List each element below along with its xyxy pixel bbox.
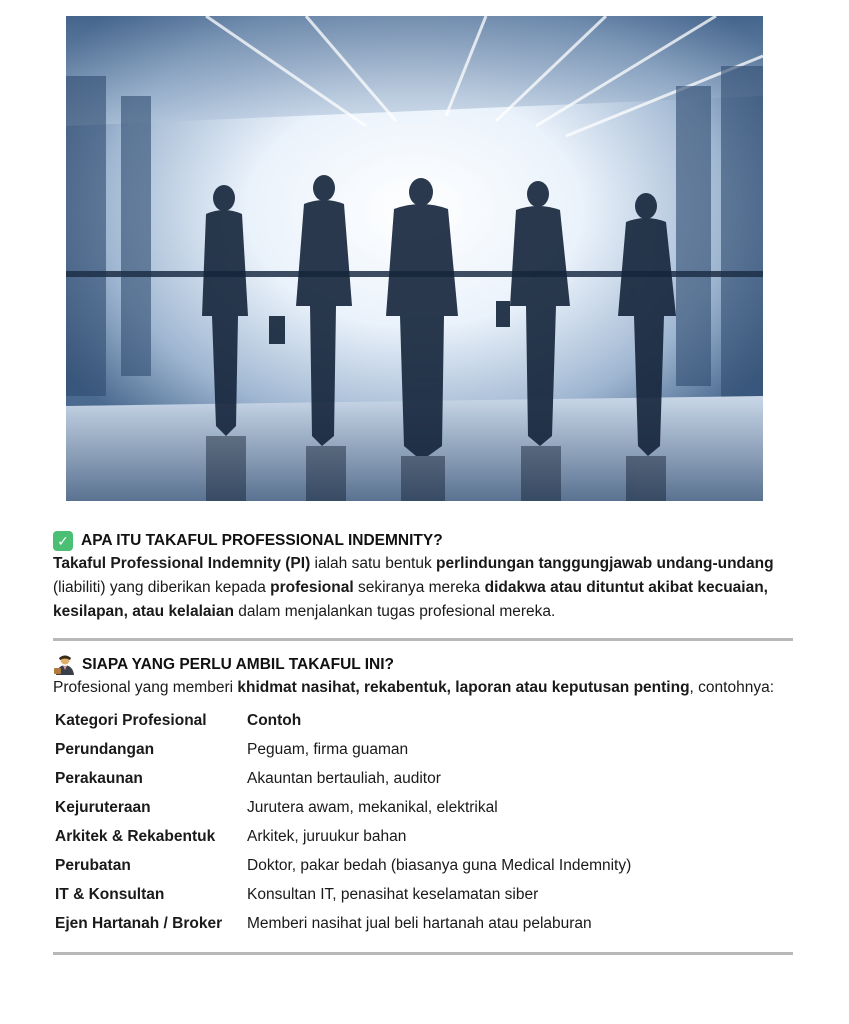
professional-person-icon xyxy=(53,654,75,676)
section-title-what-is-text: APA ITU TAKAFUL PROFESSIONAL INDEMNITY? xyxy=(81,532,443,549)
example-cell: Konsultan IT, penasihat keselamatan siber xyxy=(247,885,539,903)
section-divider xyxy=(53,952,793,955)
term-highlight: perlindungan tanggungjawab undang-undang xyxy=(436,555,774,572)
table-row xyxy=(55,735,631,764)
category-cell: Perakaunan xyxy=(55,769,143,787)
text-span: dalam menjalankan tugas profesional mereka. xyxy=(233,603,556,620)
text-span: Profesional yang memberi xyxy=(53,679,238,696)
table-header-row xyxy=(55,706,631,735)
table-row xyxy=(55,764,631,793)
example-cell: Akauntan bertauliah, auditor xyxy=(247,769,441,787)
article-content xyxy=(53,530,798,968)
section-title-who-needs-text: SIAPA YANG PERLU AMBIL TAKAFUL INI? xyxy=(82,656,395,673)
category-cell: Perundangan xyxy=(55,740,155,758)
table-row xyxy=(55,793,631,822)
section-divider xyxy=(53,638,793,641)
section-title-who-needs xyxy=(53,654,798,676)
table-row xyxy=(55,822,631,851)
category-cell: IT & Konsultan xyxy=(55,885,165,903)
term-highlight: khidmat nasihat, rekabentuk, laporan atau keputusan penting xyxy=(237,679,690,696)
example-cell: Jurutera awam, mekanikal, elektrikal xyxy=(247,798,498,816)
column-header-example: Contoh xyxy=(247,711,302,729)
text-span: ialah satu bentuk xyxy=(310,555,437,572)
text-span: (liabiliti) yang diberikan kepada xyxy=(53,579,271,596)
definition-paragraph xyxy=(53,552,798,624)
text-span: sekiranya mereka xyxy=(353,579,485,596)
table-row xyxy=(55,909,631,938)
section-title-what-is xyxy=(53,530,798,552)
example-cell: Doktor, pakar bedah (biasanya guna Medical Indemnity) xyxy=(247,856,632,874)
column-header-category: Kategori Profesional xyxy=(55,711,207,729)
text-span: , contohnya: xyxy=(689,679,774,696)
category-cell: Perubatan xyxy=(55,856,131,874)
example-cell: Peguam, firma guaman xyxy=(247,740,409,758)
hero-photo-business-people-walking xyxy=(66,16,763,501)
category-cell: Arkitek & Rekabentuk xyxy=(55,827,216,845)
category-cell: Ejen Hartanah / Broker xyxy=(55,914,223,932)
check-mark-icon: ✓ xyxy=(53,531,73,551)
term-highlight: Takaful Professional Indemnity (PI) xyxy=(53,555,311,572)
term-highlight: profesional xyxy=(270,579,354,596)
term-highlight: didakwa atau dituntut akibat kecuaian, kesilapan, atau kelalaian xyxy=(53,579,768,620)
example-cell: Arkitek, juruukur bahan xyxy=(247,827,407,845)
profession-table xyxy=(55,706,631,938)
example-cell: Memberi nasihat jual beli hartanah atau pelaburan xyxy=(247,914,592,932)
intro-paragraph xyxy=(53,676,798,700)
category-cell: Kejuruteraan xyxy=(55,798,151,816)
table-row xyxy=(55,851,631,880)
table-row xyxy=(55,880,631,909)
